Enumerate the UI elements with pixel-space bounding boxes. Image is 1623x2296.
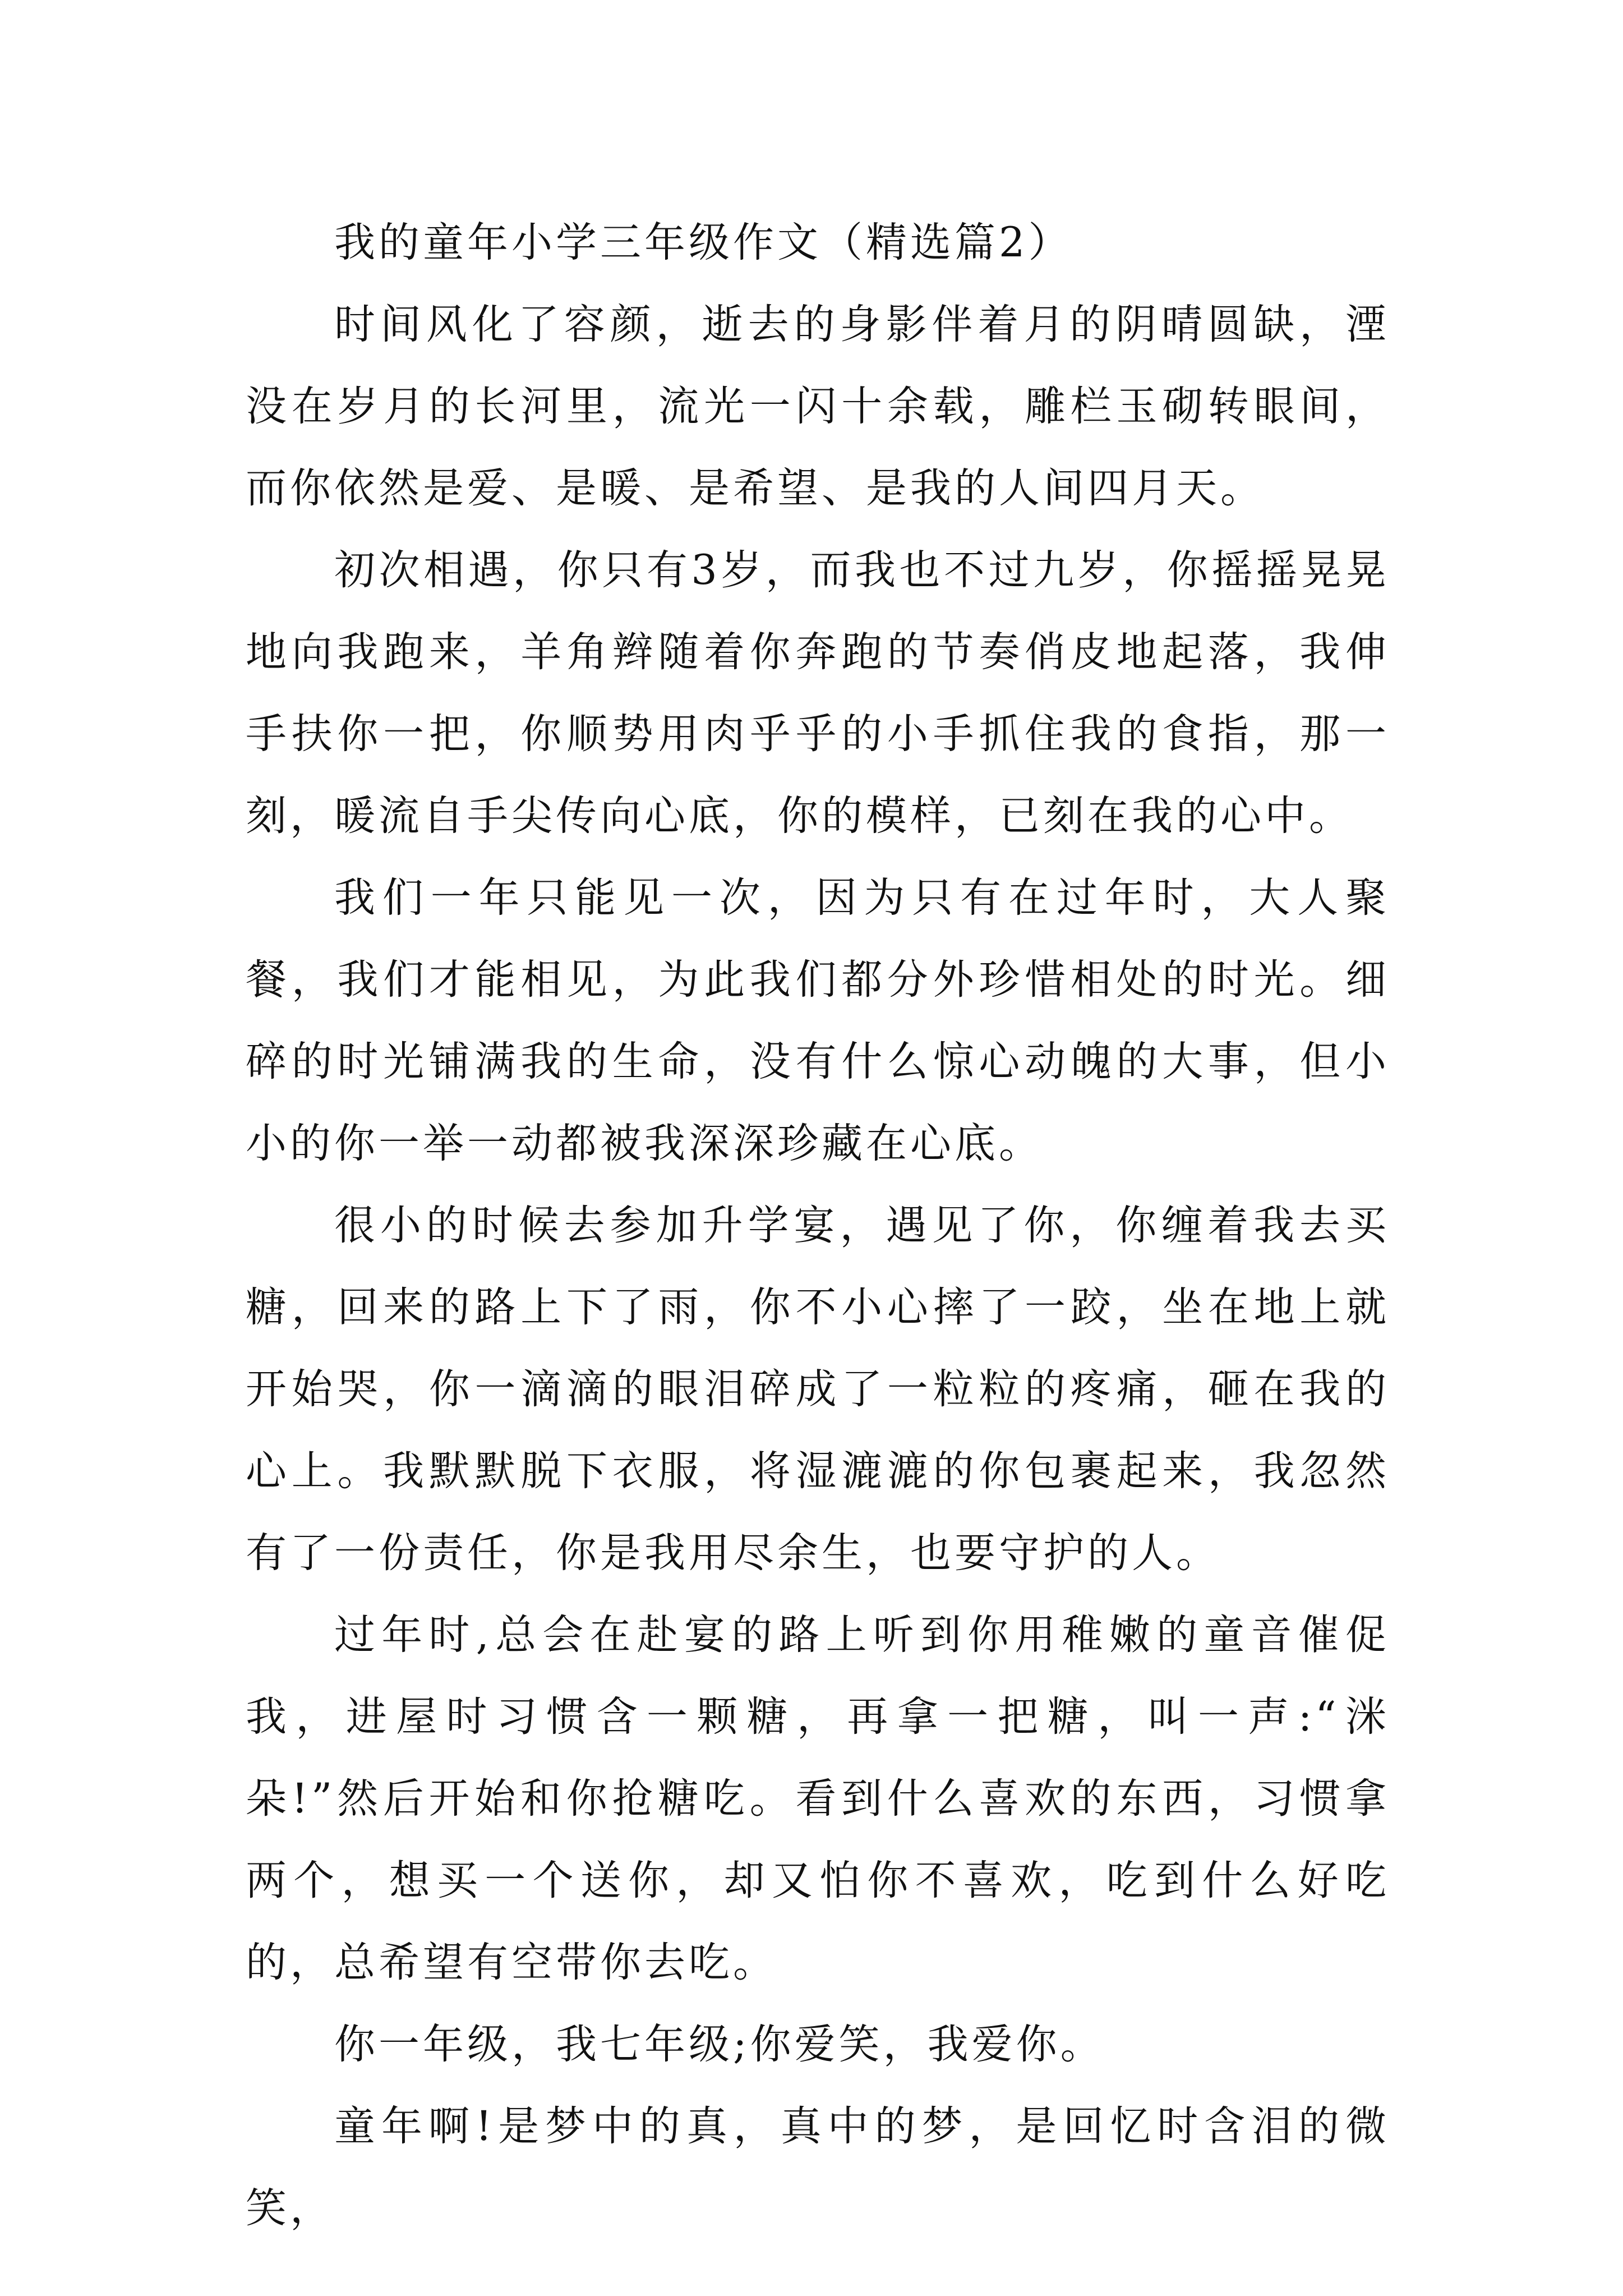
paragraph-1: 时间风化了容颜，逝去的身影伴着月的阴晴圆缺，湮没在岁月的长河里，流光一闪十余载，雕栏玉砌转眼间，而你依然是爱、是暖、是希望、是我的人间四月天。 [246,301,1390,512]
paragraph-4: 很小的时候去参加升学宴，遇见了你，你缠着我去买糖，回来的路上下了雨，你不小心摔了一跤，坐在地上就开始哭，你一滴滴的眼泪碎成了一粒粒的疼痛，砸在我的心上。我默默脱下衣服，将湿漉漉的你包裹起来，我忽然有了一份责任，你是我用尽余生，也要守护的人。 [246,1202,1390,1577]
paragraph-3: 我们一年只能见一次，因为只有在过年时，大人聚餐，我们才能相见，为此我们都分外珍惜相处的时光。细碎的时光铺满我的生命，没有什么惊心动魄的大事，但小小的你一举一动都被我深深珍藏在心底。 [246,874,1390,1167]
paragraph-5: 过年时,总会在赴宴的路上听到你用稚嫩的童音催促我，进屋时习惯含一颗糖，再拿一把糖，叫一声:“洣朵!”然后开始和你抢糖吃。看到什么喜欢的东西，习惯拿两个，想买一个送你，却又怕你不喜欢，吃到什么好吃的，总希望有空带你去吃。 [246,1611,1390,1986]
paragraph-7: 童年啊!是梦中的真，真中的梦，是回忆时含泪的微笑， [246,2102,1390,2232]
document-body [246,202,1390,2249]
paragraph-6: 你一年级，我七年级;你爱笑，我爱你。 [334,2021,1105,2068]
document-title: 我的童年小学三年级作文（精选篇2） [334,219,1073,266]
paragraph-2: 初次相遇，你只有3岁，而我也不过九岁，你摇摇晃晃地向我跑来，羊角辫随着你奔跑的节奏俏皮地起落，我伸手扶你一把，你顺势用肉乎乎的小手抓住我的食指，那一刻，暖流自手尖传向心底，你的模样，已刻在我的心中。 [246,546,1390,840]
